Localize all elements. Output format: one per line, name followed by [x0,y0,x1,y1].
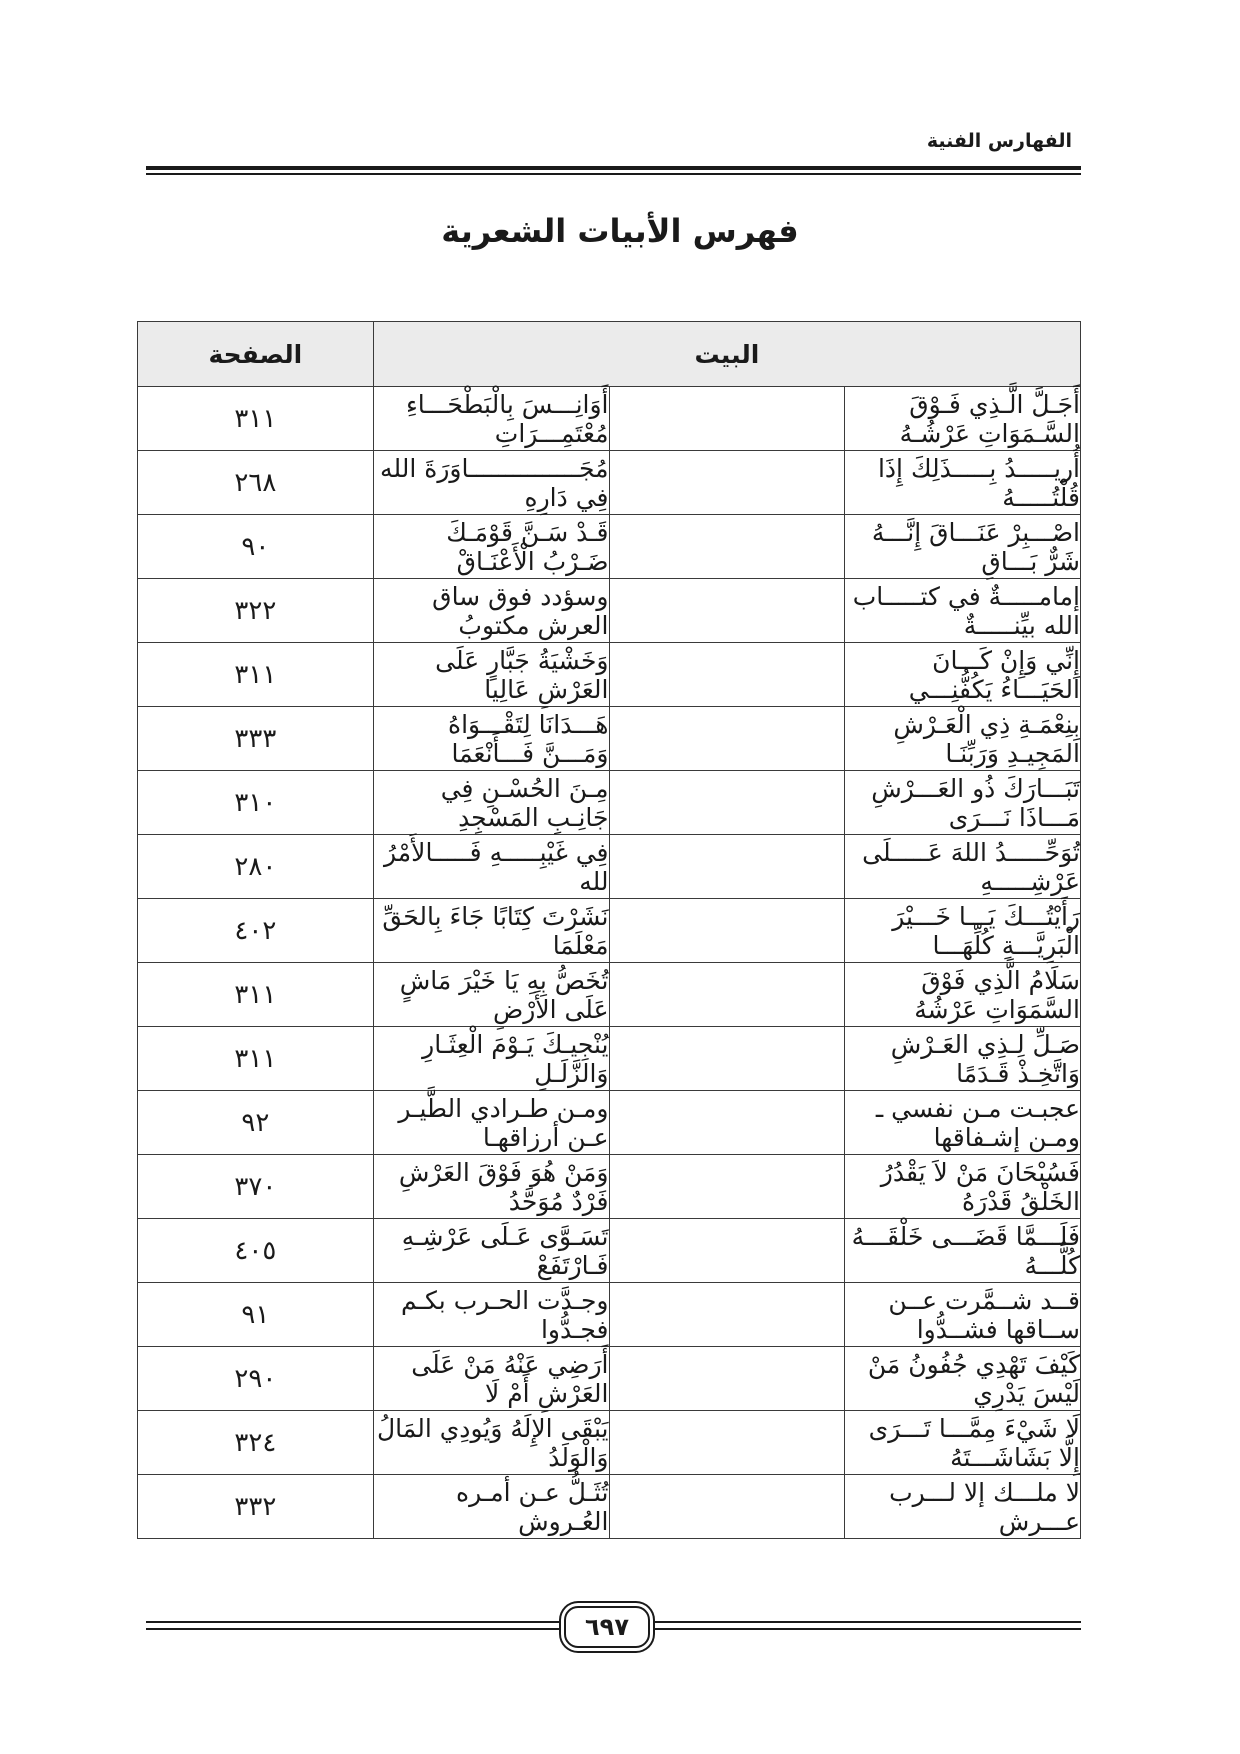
verse-first-hemistich: لا ملـــك إلا لـــرب عـــرش [845,1475,1081,1539]
verse-second-hemistich: يُنْجِيـكَ يَـوْمَ الْعِثَـارِ وَالزَّلَـلِ [373,1027,609,1091]
table-row [138,1411,1081,1475]
verse-page-number: ٣١١ [138,387,374,451]
verse-page-number: ٢٩٠ [138,1347,374,1411]
page-title: فهرس الأبيات الشعرية [441,212,799,250]
verse-divider-cell [609,1091,845,1155]
verse-second-hemistich: فِي غَيْبِـــــهِ فَـــــالأَمْرُ لله [373,835,609,899]
table-header-row [138,322,1081,387]
header-rule-thick [146,166,1081,170]
column-header-verse: البيت [373,322,1080,387]
verse-divider-cell [609,963,845,1027]
verse-divider-cell [609,707,845,771]
verse-first-hemistich: تُوَحِّـــــدُ اللهَ عَـــــلَى عَرْشِـــــهِ [845,835,1081,899]
verse-page-number: ٤٠٥ [138,1219,374,1283]
table-row [138,835,1081,899]
verse-second-hemistich: مُجَـــــــــــــــاوَرَةَ الله فِي دَارِهِ [373,451,609,515]
verse-page-number: ٣٢٢ [138,579,374,643]
verse-first-hemistich: فَسُبْحَانَ مَنْ لاَ يَقْدُرُ الخَلْقُ قَدْرَهُ [845,1155,1081,1219]
verse-second-hemistich: وجـدَّت الحـرب بكـم فجـدُّوا [373,1283,609,1347]
verse-divider-cell [609,1219,845,1283]
table-row [138,515,1081,579]
header-rule-thin [146,173,1081,175]
verse-page-number: ٤٠٢ [138,899,374,963]
verse-second-hemistich: يَبْقَى الإِلَهُ وَيُودِي المَالُ وَالْوَلَدُ [373,1411,609,1475]
column-header-page: الصفحة [138,322,374,387]
verse-first-hemistich: بِنِعْمَـةِ ذِي الْعَـرْشِ المَجِيـدِ وَرَبِّنَـا [845,707,1081,771]
verse-page-number: ٣١١ [138,1027,374,1091]
verse-second-hemistich: أَرَضِي عَنْهُ مَنْ عَلَى العَرْشِ أَمْ لَا [373,1347,609,1411]
verse-page-number: ٢٨٠ [138,835,374,899]
table-row [138,1347,1081,1411]
verse-second-hemistich: تَسَـوَّى عَـلَى عَرْشِـهِ فَـارْتَفَعْ [373,1219,609,1283]
verse-second-hemistich: ومـن طـرادي الطَّيـر عـن أرزاقهـا [373,1091,609,1155]
verse-first-hemistich: لَا شَيْءَ مِمَّـــا تَـــرَى إِلَّا بَشَاشَـــتَهُ [845,1411,1081,1475]
verse-page-number: ٣٢٤ [138,1411,374,1475]
verse-divider-cell [609,899,845,963]
verse-second-hemistich: قَـدْ سَـنَّ قَوْمَـكَ ضَـرْبُ الْأَعْنَـاقْ [373,515,609,579]
table-row [138,579,1081,643]
verse-divider-cell [609,1283,845,1347]
verse-first-hemistich: رَأَيْتُـــكَ يَـــا خَـــيْرَ الْبَرِيَّـــةِ كُلِّهَـــا [845,899,1081,963]
verse-second-hemistich: أَوَانِـــسَ بِالْبَطْحَـــاءِ مُعْتَمِـــرَاتِ [373,387,609,451]
verse-first-hemistich: إِنِّي وَإِنْ كَـــانَ الحَيَـــاءُ يَكُفُّنِـــي [845,643,1081,707]
table-row [138,1027,1081,1091]
verse-divider-cell [609,1347,845,1411]
verse-first-hemistich: أَجَـلَّ الَّـذِي فَـوْقَ السَّـمَوَاتِ عَرْشُـهُ [845,387,1081,451]
table-row [138,963,1081,1027]
verse-page-number: ٣١١ [138,643,374,707]
verse-second-hemistich: هَـــدَانَا لِتَقْـــوَاهُ وَمَـــنَّ فَـــأَنْعَمَا [373,707,609,771]
verse-second-hemistich: وَخَشْيَةُ جَبَّارٍ عَلَى العَرْشِ عَالِيا [373,643,609,707]
table-row [138,643,1081,707]
verse-first-hemistich: صَـلِّ لِـذِي العَـرْشِ وَاتَّخِـذْ قَـدَمًا [845,1027,1081,1091]
verse-divider-cell [609,1411,845,1475]
table-row [138,1091,1081,1155]
verse-page-number: ٩٢ [138,1091,374,1155]
verse-second-hemistich: تُخَصُّ بِهِ يَا خَيْرَ مَاشٍ عَلَى الأَرْضِ [373,963,609,1027]
verse-divider-cell [609,1027,845,1091]
verse-second-hemistich: نَشَرْتَ كِتَابًا جَاءَ بِالحَقِّ مَعْلَمَا [373,899,609,963]
verse-second-hemistich: تُثَـلُّ عـن أمـره العُـروش [373,1475,609,1539]
table-row [138,1475,1081,1539]
verse-first-hemistich: كَيْفَ تَهْدِي جُفُونُ مَنْ لَيْسَ يَدْرِي [845,1347,1081,1411]
verse-divider-cell [609,835,845,899]
verse-page-number: ٢٦٨ [138,451,374,515]
table-row [138,707,1081,771]
table-body [138,387,1081,1539]
verse-second-hemistich: وسؤدد فوق ساق العرش مكتوبُ [373,579,609,643]
table-row [138,1155,1081,1219]
running-header: الفهارس الفنية [926,130,1072,152]
verse-divider-cell [609,1155,845,1219]
verse-second-hemistich: وَمَنْ هُوَ فَوْقَ العَرْشِ فَرْدٌ مُوَحَّدُ [373,1155,609,1219]
table-row [138,1219,1081,1283]
verse-page-number: ٩٠ [138,515,374,579]
verse-divider-cell [609,1475,845,1539]
verse-first-hemistich: سَلَامُ الَّذِي فَوْقَ السَّمَوَاتِ عَرْشُهُ [845,963,1081,1027]
verse-divider-cell [609,643,845,707]
verse-divider-cell [609,771,845,835]
verse-divider-cell [609,451,845,515]
verse-page-number: ٣٣٢ [138,1475,374,1539]
footer-rule-right-top [651,1621,1081,1623]
verse-index-table [137,321,1081,1539]
verse-page-number: ٣١١ [138,963,374,1027]
verse-first-hemistich: إمامـــــةٌ في كتـــــاب الله بيِّنـــــةٌ [845,579,1081,643]
verse-first-hemistich: تَبَـــارَكَ ذُو العَـــرْشِ مَـــاذَا نَـــرَى [845,771,1081,835]
footer-rule-left-top [146,1621,559,1623]
table-row [138,387,1081,451]
verse-divider-cell [609,515,845,579]
table-row [138,899,1081,963]
verse-second-hemistich: مِـنَ الحُسْـنِ فِي جَانِـبِ المَسْجِدِ [373,771,609,835]
footer-rule-left-bottom [146,1628,559,1630]
verse-first-hemistich: قــد شــمَّرت عــن ســاقها فشــدُّوا [845,1283,1081,1347]
verse-page-number: ٣٧٠ [138,1155,374,1219]
footer-rule-right-bottom [651,1628,1081,1630]
verse-first-hemistich: أُريـــــدُ بِـــــذَلِكَ إِذَا قُلْتُـــــهُ [845,451,1081,515]
verse-first-hemistich: عجبـت مـن نفسي ـ ومـن إشـفاقها [845,1091,1081,1155]
verse-first-hemistich: فَلَـــمَّا قَضَـــى خَلْقَـــهُ كُلَّـــهُ [845,1219,1081,1283]
verse-page-number: ٣٣٣ [138,707,374,771]
verse-divider-cell [609,387,845,451]
verse-divider-cell [609,579,845,643]
verse-page-number: ٣١٠ [138,771,374,835]
table-row [138,451,1081,515]
page-number: ٦٩٧ [564,1606,650,1648]
table-row [138,771,1081,835]
verse-first-hemistich: اصْـــبِرْ عَنَـــاقَ إِنَّـــهُ شَرٌّ بَـــاقِ [845,515,1081,579]
table-row [138,1283,1081,1347]
verse-page-number: ٩١ [138,1283,374,1347]
